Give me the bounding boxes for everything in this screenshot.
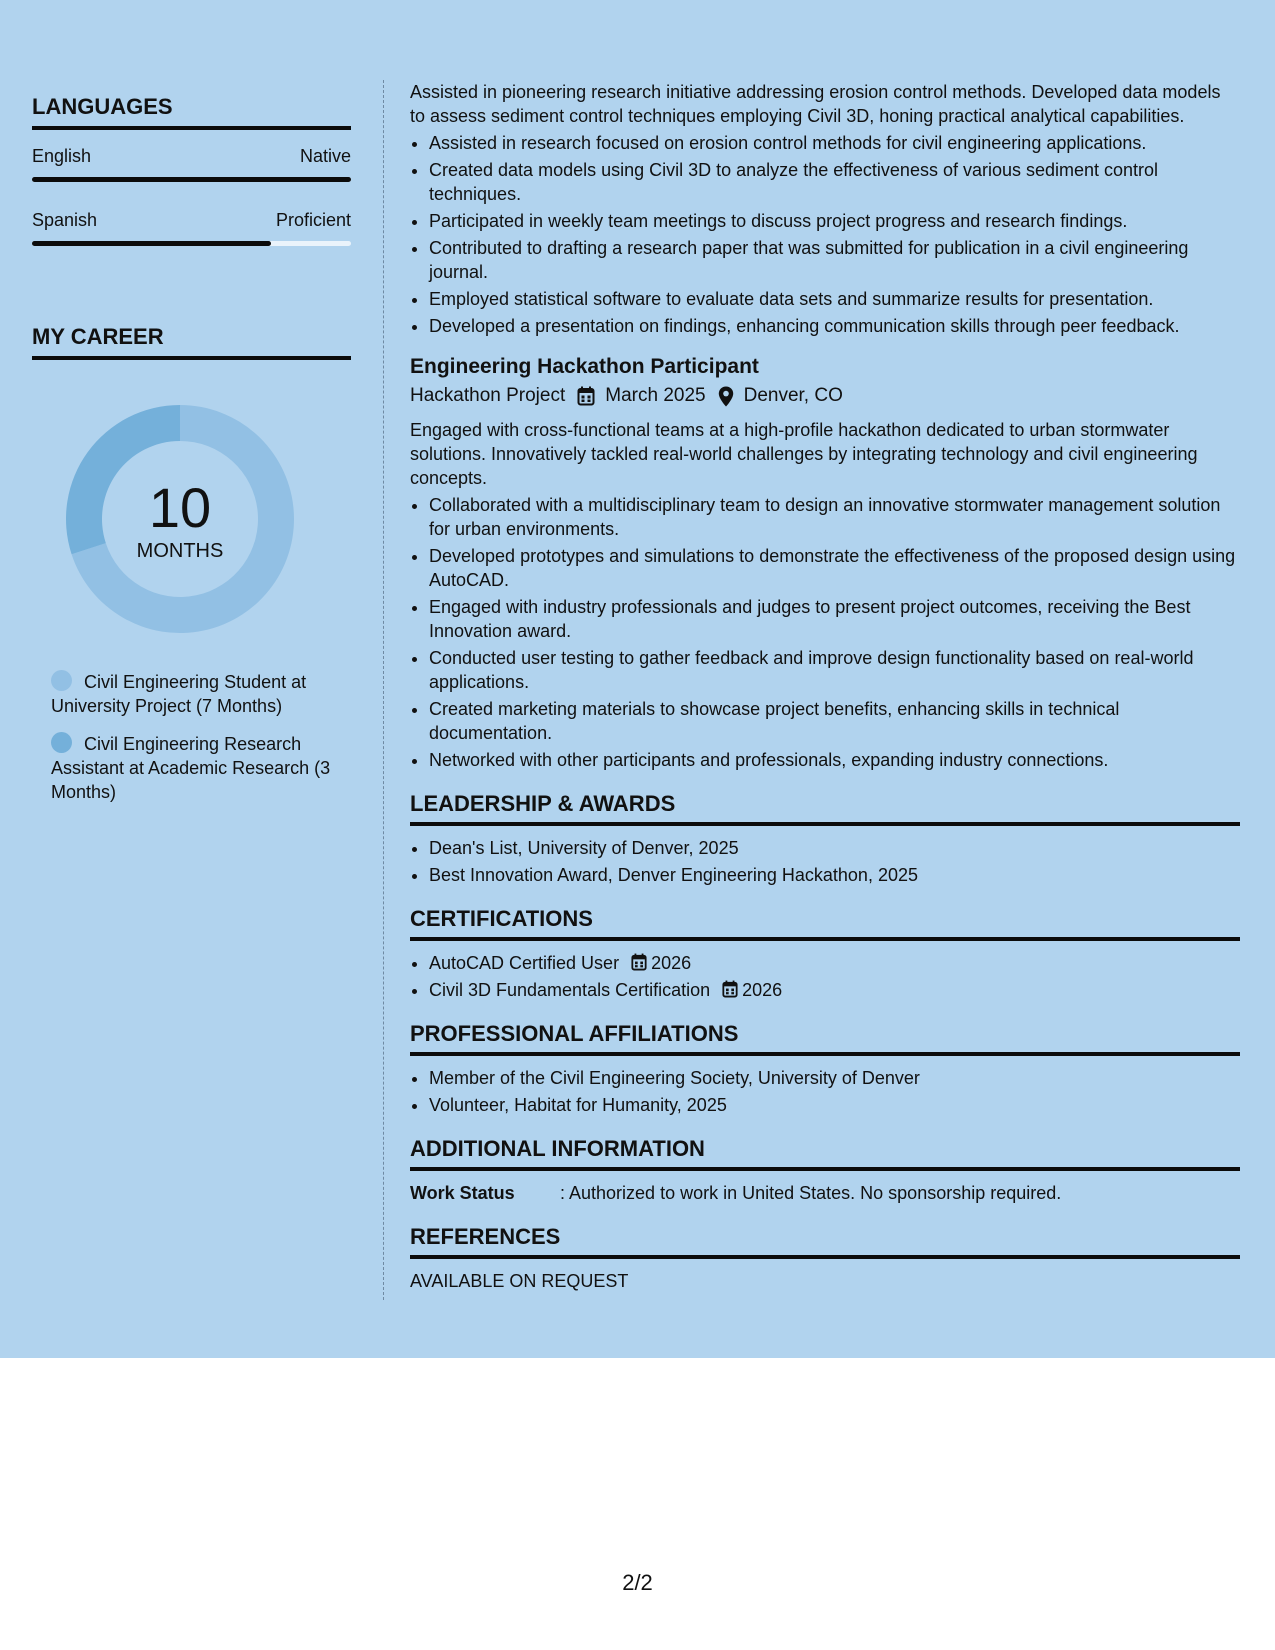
language-bar-fill <box>32 241 271 246</box>
calendar-icon <box>577 386 595 406</box>
certification-year: 2026 <box>651 953 692 973</box>
list-item: • Developed a presentation on findings, enhancing communication skills through peer feedback. <box>429 314 1240 338</box>
legend-item <box>51 732 341 804</box>
list-item: • Developed prototypes and simulations to demonstrate the effectiveness of the proposed design using AutoCAD. <box>429 544 1240 592</box>
job-bullets <box>410 493 1240 772</box>
references-title: REFERENCES <box>410 1225 1240 1259</box>
list-item: • Contributed to drafting a research paper that was submitted for publication in a civil engineering journal. <box>429 236 1240 284</box>
legend-dot <box>51 732 72 753</box>
leadership-list <box>410 836 1240 887</box>
career-total: 10 <box>148 475 212 539</box>
language-name: English <box>32 146 92 166</box>
work-status-value: : Authorized to work in United States. No sponsorship required. <box>560 1183 1062 1203</box>
list-item: • Employed statistical software to evaluate data sets and summarize results for presentation. <box>429 287 1240 311</box>
affiliations-title: PROFESSIONAL AFFILIATIONS <box>410 1022 1240 1056</box>
certification-name: Civil 3D Fundamentals Certification <box>429 980 711 1000</box>
right-column <box>410 80 1240 1293</box>
career-title: MY CAREER <box>32 324 351 360</box>
calendar-icon <box>631 953 647 971</box>
list-item: • Member of the Civil Engineering Society, University of Denver <box>429 1066 1240 1090</box>
work-status-label: Work Status <box>410 1183 515 1203</box>
list-item: • Conducted user testing to gather feedback and improve design functionality based on real-world applications. <box>429 646 1240 694</box>
certification-name: AutoCAD Certified User <box>429 953 620 973</box>
column-divider <box>383 80 384 1300</box>
list-item: • Engaged with industry professionals and judges to present project outcomes, receiving the Best Innovation award. <box>429 595 1240 643</box>
list-item: • Networked with other participants and professionals, expanding industry connections. <box>429 748 1240 772</box>
list-item: • Collaborated with a multidisciplinary team to design an innovative stormwater management solution for urban environments. <box>429 493 1240 541</box>
additional-info-title: ADDITIONAL INFORMATION <box>410 1137 1240 1171</box>
language-level: Proficient <box>275 210 351 230</box>
location-pin-icon <box>718 386 734 407</box>
certification-year: 2026 <box>742 980 783 1000</box>
language-bar-fill <box>32 177 351 182</box>
career-donut-chart <box>65 404 295 634</box>
legend-label: Civil Engineering Student at University Project (7 Months) <box>51 672 307 716</box>
page-number: 2/2 <box>622 1570 653 1595</box>
language-name: Spanish <box>32 210 98 230</box>
references-text: AVAILABLE ON REQUEST <box>410 1271 629 1291</box>
list-item: • Created data models using Civil 3D to analyze the effectiveness of various sediment control techniques. <box>429 158 1240 206</box>
certifications-list <box>410 951 1240 1002</box>
job-meta <box>410 384 1240 408</box>
language-bar <box>32 241 351 246</box>
leadership-title: LEADERSHIP & AWARDS <box>410 792 1240 826</box>
legend-item <box>51 670 341 718</box>
list-item <box>429 978 1240 1002</box>
calendar-icon <box>722 980 738 998</box>
certifications-title: CERTIFICATIONS <box>410 907 1240 941</box>
experience-bullets <box>410 131 1240 338</box>
list-item: • Best Innovation Award, Denver Engineering Hackathon, 2025 <box>429 863 1240 887</box>
affiliations-list <box>410 1066 1240 1117</box>
career-legend <box>51 670 341 804</box>
job-org: Hackathon Project <box>410 385 566 406</box>
job-date: March 2025 <box>605 385 706 406</box>
legend-dot <box>51 670 72 691</box>
job-title: Engineering Hackathon Participant <box>410 355 759 378</box>
language-english <box>32 146 351 182</box>
career-unit: MONTHS <box>136 539 224 562</box>
work-status-row <box>410 1181 1240 1205</box>
left-column <box>32 94 351 818</box>
job-description: Engaged with cross-functional teams at a high-profile hackathon dedicated to urban stormwater solutions. Innovatively tackled real-world challenges by integrating technology and civil engineering concepts. <box>410 420 1198 488</box>
experience-description: Assisted in pioneering research initiative addressing erosion control methods. Developed data models to assess sediment control techniques employing Civil 3D, honing practical analytical capabilities. <box>410 82 1221 126</box>
languages-title: LANGUAGES <box>32 94 351 130</box>
language-spanish <box>32 210 351 246</box>
list-item: • Volunteer, Habitat for Humanity, 2025 <box>429 1093 1240 1117</box>
job-location: Denver, CO <box>743 385 843 406</box>
list-item: • Created marketing materials to showcase project benefits, enhancing skills in technical documentation. <box>429 697 1240 745</box>
language-bar <box>32 177 351 182</box>
language-level: Native <box>299 146 351 166</box>
list-item: • Participated in weekly team meetings to discuss project progress and research findings. <box>429 209 1240 233</box>
list-item <box>429 951 1240 975</box>
list-item: • Dean's List, University of Denver, 2025 <box>429 836 1240 860</box>
list-item: • Assisted in research focused on erosion control methods for civil engineering applications. <box>429 131 1240 155</box>
legend-label: Civil Engineering Research Assistant at Academic Research (3 Months) <box>51 734 331 802</box>
